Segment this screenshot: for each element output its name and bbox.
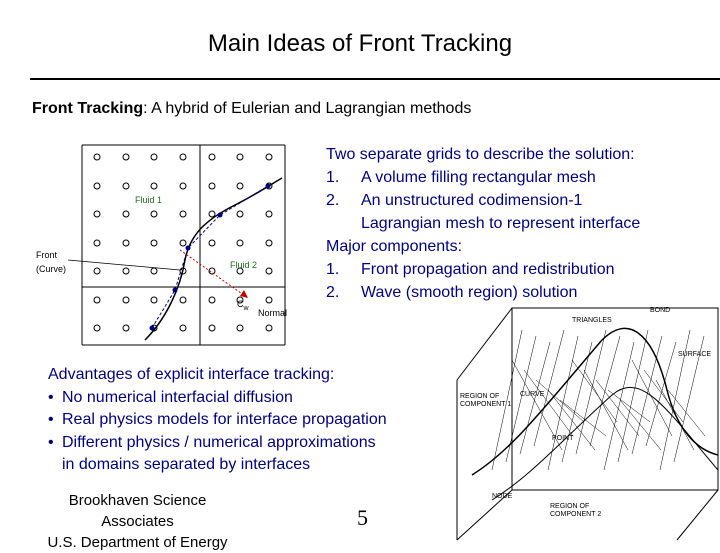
grid-node xyxy=(151,240,157,246)
grids-heading: Two separate grids to describe the solution: xyxy=(326,146,635,163)
region1-label-line2: COMPONENT 1 xyxy=(460,401,512,408)
major-components-heading: Major components: xyxy=(326,238,463,255)
bullet-icon: • xyxy=(48,388,54,406)
grid-node xyxy=(237,154,243,160)
grid-node xyxy=(151,268,157,274)
region2-label-line2: COMPONENT 2 xyxy=(550,511,602,518)
grid-node xyxy=(180,211,186,217)
grid-node xyxy=(209,183,215,189)
list-item: 1. Front propagation and redistribution xyxy=(326,261,615,278)
grid-node xyxy=(94,154,100,160)
list-item-continuation: Lagrangian mesh to represent interface xyxy=(361,215,641,232)
front-label: Front xyxy=(36,250,58,260)
grids-description xyxy=(326,143,640,304)
grid-node xyxy=(180,183,186,189)
grid-node xyxy=(209,154,215,160)
grid-node xyxy=(123,211,129,217)
bullet-icon: • xyxy=(48,433,54,451)
grid-node xyxy=(123,240,129,246)
region2-label-line1: REGION OF xyxy=(550,503,590,510)
curve-label: (Curve) xyxy=(36,264,67,274)
grid-node xyxy=(209,240,215,246)
grid-node xyxy=(123,183,129,189)
front-tracking-grid-diagram xyxy=(30,140,300,350)
grid-node xyxy=(180,154,186,160)
grid-node xyxy=(180,297,186,303)
grid-node xyxy=(151,154,157,160)
grid-node xyxy=(94,183,100,189)
triangles-label: TRIANGLES xyxy=(572,317,612,324)
page-number: 5 xyxy=(357,505,368,530)
title-divider xyxy=(30,78,720,80)
fluid1-label: Fluid 1 xyxy=(135,195,163,205)
footer-organization: Brookhaven Science Associates U.S. Department of Energy xyxy=(47,492,228,551)
bond-label: BOND xyxy=(650,307,671,314)
grid-node xyxy=(237,240,243,246)
list-item: • No numerical interfacial diffusion xyxy=(48,387,387,410)
slide-title: Main Ideas of Front Tracking xyxy=(207,30,513,57)
cw-label: $C_w$ xyxy=(237,299,249,312)
grid-node xyxy=(94,297,100,303)
grid-node xyxy=(94,325,100,331)
grid-node xyxy=(94,211,100,217)
grid-node xyxy=(180,325,186,331)
point-label: POINT xyxy=(552,435,574,442)
grid-node xyxy=(94,240,100,246)
grid-node xyxy=(151,211,157,217)
grid-node xyxy=(123,268,129,274)
advantages-list xyxy=(48,364,387,477)
grid-node xyxy=(209,325,215,331)
grid-node xyxy=(237,211,243,217)
fluid2-label: Fluid 2 xyxy=(230,260,258,270)
slide-subtitle xyxy=(32,100,471,118)
list-item: 1. A volume filling rectangular mesh xyxy=(326,169,596,186)
grid-node xyxy=(266,325,272,331)
grid-node xyxy=(266,268,272,274)
list-item: 2. Wave (smooth region) solution xyxy=(326,284,578,301)
grid-node xyxy=(180,240,186,246)
grid-node xyxy=(151,297,157,303)
grid-node xyxy=(266,297,272,303)
grid-node xyxy=(151,183,157,189)
grid-node xyxy=(266,240,272,246)
list-item: • Different physics / numerical approximations xyxy=(48,432,387,455)
grid-node xyxy=(266,211,272,217)
list-item: 2. An unstructured codimension-1 xyxy=(326,192,583,209)
subtitle-term: Front Tracking xyxy=(32,100,144,117)
grid-node xyxy=(123,154,129,160)
normal-label: Normal xyxy=(258,308,288,318)
node-label: NODE xyxy=(492,493,513,500)
grid-node xyxy=(94,268,100,274)
grid-node xyxy=(123,325,129,331)
bullet-icon: • xyxy=(48,411,54,428)
advantages-heading: Advantages of explicit interface tracking: xyxy=(48,366,335,383)
3d-interface-diagram xyxy=(452,300,720,540)
region1-label-line1: REGION OF xyxy=(460,393,500,400)
surface-label: SURFACE xyxy=(678,351,712,358)
curve-label-3d: CURVE xyxy=(520,391,545,398)
grid-node xyxy=(266,154,272,160)
list-item-continuation: in domains separated by interfaces xyxy=(62,456,311,473)
list-item: • Real physics models for interface propagation xyxy=(48,409,387,432)
grid-node xyxy=(237,325,243,331)
grid-node xyxy=(209,211,215,217)
grid-node xyxy=(237,183,243,189)
grid-node xyxy=(209,297,215,303)
subtitle-description: : A hybrid of Eulerian and Lagrangian methods xyxy=(143,100,472,117)
grid-node xyxy=(123,297,129,303)
normal-vector xyxy=(180,250,248,298)
